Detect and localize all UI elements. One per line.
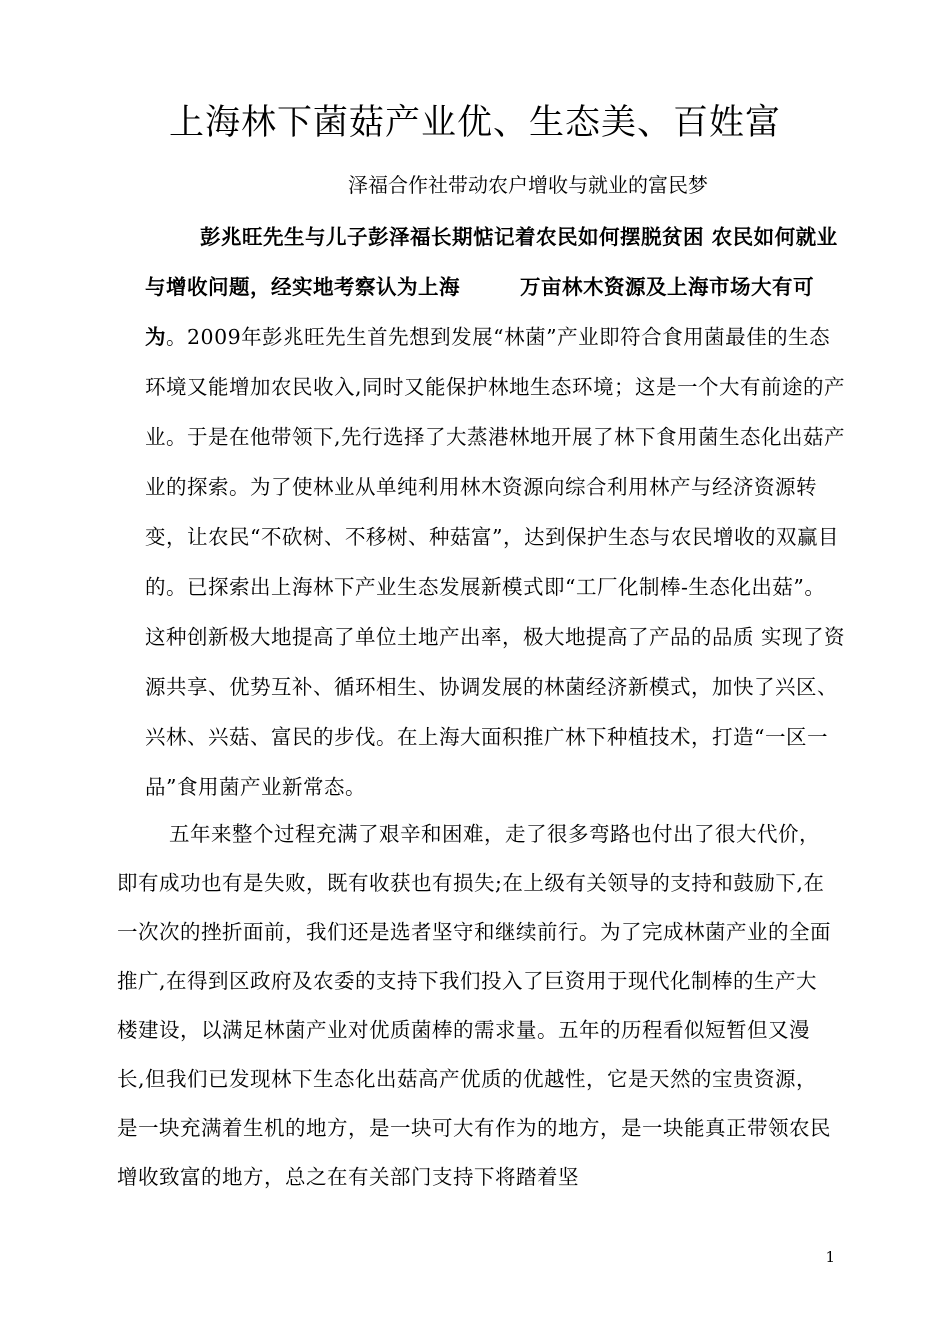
paragraph-1-bold-lead-b: 万亩林木资源及上海市场大有可为 xyxy=(145,275,814,349)
paragraph-2: 五年来整个过程充满了艰辛和困难，走了很多弯路也付出了很大代价，即有成功也有是失败，既有收获也有损失;在上级有关领导的支持和鼓励下,在一次次的挫折面前，我们还是选者坚守和继续前行。为了完成林菌产业的全面推广,在得到区政府及农委的支持下我们投入了巨资用于现代化制棒的生产大楼建设，以满足林菌产业对优质菌棒的需求量。五年的历程看似短暂但又漫长,但我们已发现林下生态化出菇高产优质的优越性，它是天然的宝贵资源，是一块充满着生机的地方，是一块可大有作为的地方，是一块能真正带领农民增收致富的地方，总之在有关部门支持下将踏着坚 xyxy=(117,822,831,1189)
page-number: 1 xyxy=(825,1248,835,1266)
document-subtitle: 泽福合作社带动农户增收与就业的富民梦 xyxy=(348,173,708,197)
paragraph-1 xyxy=(145,212,845,812)
paragraph-1-bold-lead-a: 彭兆旺先生与儿子彭泽福长期惦记着农民如何摆脱贫困 农民如何就业与增收问题，经实地考察认为上海 xyxy=(145,225,838,299)
paragraph-1-body: 。2009年彭兆旺先生首先想到发展“林菌”产业即符合食用菌最佳的生态环境又能增加农民收入,同时又能保护林地生态环境；这是一个大有前途的产业。于是在他带领下,先行选择了大蒸港林地开展了林下食用菌生态化出菇产业的探索。为了使林业从单纯利用林木资源向综合利用林产与经济资源转变，让农民“不砍树、不移树、种菇富”，达到保护生态与农民增收的双赢目的。已探索出上海林下产业生态发展新模式即“工厂化制棒-生态化出菇”。这种创新极大地提高了单位土地产出率，极大地提高了产品的品质 实现了资源共享、优势互补、循环相生、协调发展的林菌经济新模式，加快了兴区、兴林、兴菇、富民的步伐。在上海大面积推广林下种植技术，打造“一区一品”食用菌产业新常态。 xyxy=(145,325,846,799)
document-title: 上海林下菌菇产业优、生态美、百姓富 xyxy=(168,103,781,143)
